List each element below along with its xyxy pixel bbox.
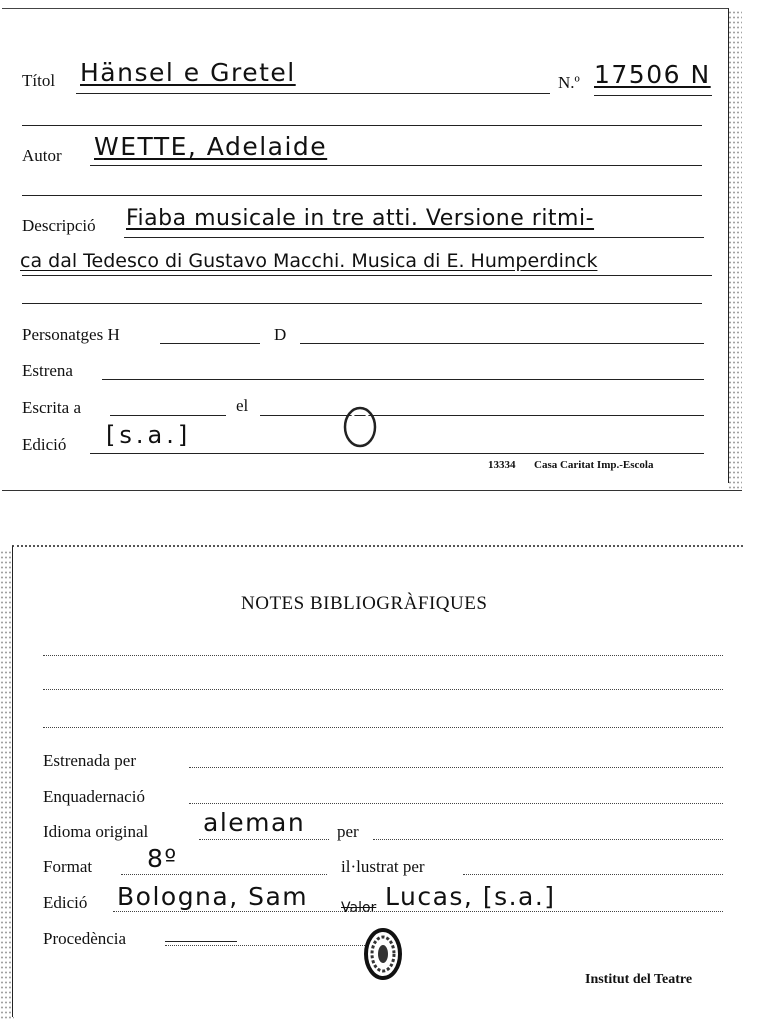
autor-line xyxy=(90,165,702,166)
titol-value: Hänsel e Gretel xyxy=(80,58,296,87)
el-label: el xyxy=(236,396,249,415)
enquadernacio-label: Enquadernació xyxy=(43,787,145,806)
printer-name: Casa Caritat Imp.-Escola xyxy=(534,459,654,471)
el-line xyxy=(260,415,704,416)
escrita-line xyxy=(110,415,226,416)
idioma-value: aleman xyxy=(203,808,306,837)
edicio-bottom-line xyxy=(113,911,723,912)
escrita-label: Escrita a xyxy=(22,398,81,417)
procedencia-line xyxy=(165,945,365,946)
procedencia-dash xyxy=(165,941,237,942)
descripcio-line2: ca dal Tedesco di Gustavo Macchi. Musica di E. Humperdinck xyxy=(20,250,598,272)
library-stamp-small xyxy=(340,403,380,453)
edicio-line xyxy=(90,453,704,454)
notes-dotted-line-2 xyxy=(43,689,723,690)
estrenada-label: Estrenada per xyxy=(43,751,136,770)
estrena-line xyxy=(102,379,704,380)
format-value: 8º xyxy=(147,844,178,873)
autor-value: WETTE, Adelaide xyxy=(94,132,328,161)
edicio-bottom-label: Edició xyxy=(43,893,88,912)
notes-dotted-line-3 xyxy=(43,727,723,728)
edicio-struck-word: Valor xyxy=(341,900,377,916)
blank-line-3 xyxy=(22,303,702,304)
edicio-label: Edició xyxy=(22,435,67,454)
edicio-value-2: Lucas, [s.a.] xyxy=(385,882,556,911)
printer-number: 13334 xyxy=(488,459,516,471)
library-stamp-large xyxy=(361,925,405,983)
illustrat-line xyxy=(463,874,723,875)
titol-line xyxy=(76,93,550,94)
procedencia-label: Procedència xyxy=(43,929,127,948)
notes-dotted-line-1 xyxy=(43,655,723,656)
descripcio-line-1 xyxy=(124,237,704,238)
personatges-label: Personatges H xyxy=(22,325,120,344)
number-label: N.º xyxy=(558,73,580,92)
idioma-per-line xyxy=(373,839,723,840)
number-line xyxy=(594,95,712,96)
edge-speckle-right xyxy=(728,10,742,490)
idioma-label: Idioma original xyxy=(43,822,149,841)
idioma-line xyxy=(199,839,329,840)
edicio-value: [s.a.] xyxy=(106,421,192,449)
format-label: Format xyxy=(43,857,93,876)
format-line xyxy=(121,874,327,875)
institution-name: Institut del Teatre xyxy=(585,972,693,987)
descripcio-line-2 xyxy=(22,275,712,276)
catalog-card-bottom xyxy=(12,545,743,1017)
descripcio-line1: Fiaba musicale in tre atti. Versione ritmi- xyxy=(126,206,595,231)
idioma-per-label: per xyxy=(337,822,359,841)
estrenada-line xyxy=(189,767,723,768)
personatges-d-line xyxy=(300,343,704,344)
number-value: 17506 N xyxy=(594,60,711,89)
personatges-d-label: D xyxy=(274,325,287,344)
card-divider xyxy=(2,490,742,491)
edicio-value-1: Bologna, Sam xyxy=(117,882,309,911)
illustrat-label: il·lustrat per xyxy=(341,857,425,876)
descripcio-label: Descripció xyxy=(22,216,96,235)
blank-line-2 xyxy=(22,195,702,196)
notes-title: NOTES BIBLIOGRÀFIQUES xyxy=(241,593,488,614)
enquadernacio-line xyxy=(189,803,723,804)
blank-line-1 xyxy=(22,125,702,126)
catalog-card-top xyxy=(2,8,729,483)
autor-label: Autor xyxy=(22,146,62,165)
titol-label: Títol xyxy=(22,71,56,90)
estrena-label: Estrena xyxy=(22,361,73,380)
personatges-h-line xyxy=(160,343,260,344)
